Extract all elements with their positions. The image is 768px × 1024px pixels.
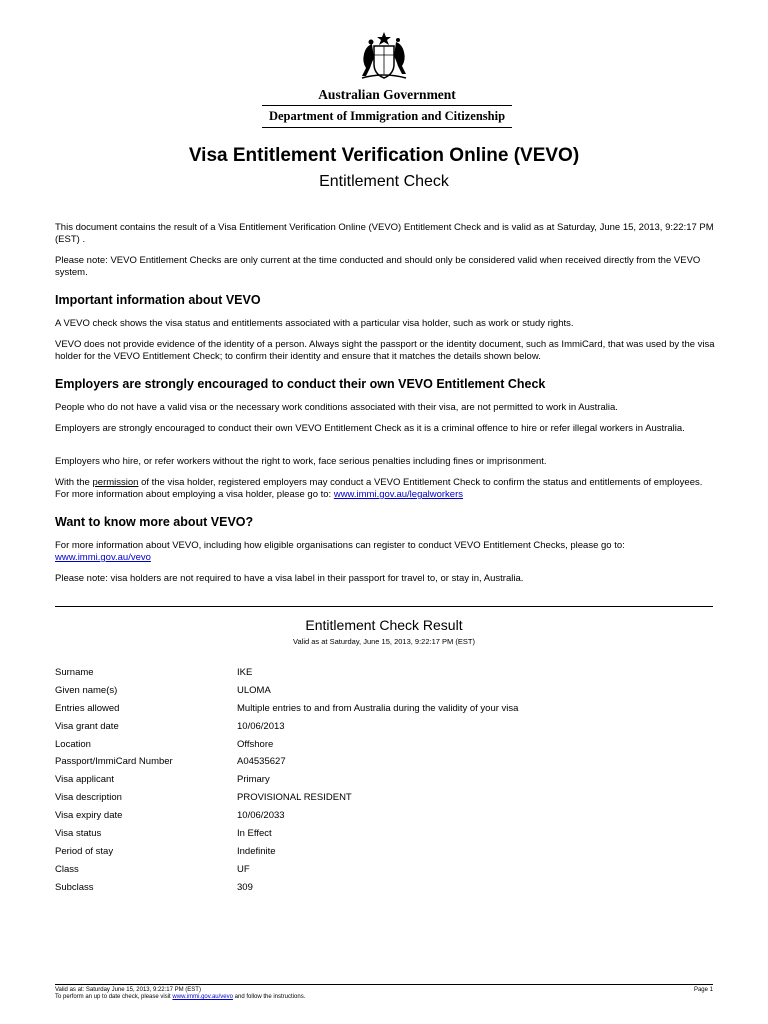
row-value: Offshore [237, 738, 274, 750]
row-value: Primary [237, 774, 270, 786]
row-value: In Effect [237, 828, 272, 840]
result-row [55, 682, 675, 700]
row-label: Visa expiry date [55, 810, 123, 822]
section2-paragraph-2: Employers are strongly encouraged to conduct their own VEVO Entitlement Check as it is a criminal offence to hire or refer illegal workers in Australia. [55, 423, 685, 434]
row-value: Indefinite [237, 845, 276, 857]
footer-valid-as-at: Valid as at: Saturday June 15, 2013, 9:22:17 PM (EST) [55, 987, 201, 993]
row-label: Passport/ImmiCard Number [55, 756, 173, 768]
government-name: Australian Government [318, 87, 456, 102]
vevo-link[interactable]: www.immi.gov.au/vevo [55, 552, 151, 563]
row-value: UF [237, 863, 250, 875]
row-label: Period of stay [55, 845, 114, 857]
header-rule-bottom [262, 127, 512, 128]
result-row [55, 879, 675, 897]
result-title: Entitlement Check Result [305, 617, 463, 633]
result-row [55, 736, 675, 754]
row-label: Visa description [55, 792, 122, 804]
result-row [55, 753, 675, 771]
row-label: Surname [55, 667, 94, 678]
result-details-table [55, 664, 675, 897]
section2-paragraph-1: People who do not have a valid visa or the necessary work conditions associated with their visa, are not permitted to work in Australia. [55, 402, 618, 413]
section-heading-employers: Employers are strongly encouraged to conduct their own VEVO Entitlement Check [55, 377, 546, 391]
permission-text: permission [92, 477, 139, 488]
section2-paragraph-3: Employers who hire, or refer workers without the right to work, face serious penalties including fines or imprisonment. [55, 456, 547, 467]
result-row [55, 843, 675, 861]
row-label: Visa grant date [55, 720, 119, 732]
document-title: Visa Entitlement Verification Online (VEVO) [188, 145, 580, 166]
footer-instructions-suffix: and follow the instructions. [232, 994, 306, 1000]
row-label: Location [55, 738, 91, 750]
section1-paragraph-1: A VEVO check shows the visa status and entitlements associated with a particular visa holder, such as work or study rights. [55, 318, 574, 329]
row-label: Visa status [55, 828, 102, 840]
footer-vevo-link[interactable]: www.immi.gov.au/vevo [172, 994, 233, 1000]
row-label: Subclass [55, 881, 94, 893]
section-heading-important: Important information about VEVO [55, 293, 261, 307]
row-value: 10/06/2013 [237, 720, 285, 732]
row-label: Given name(s) [55, 684, 118, 696]
legal-workers-link[interactable]: www.immi.gov.au/legalworkers [333, 489, 463, 500]
result-divider [55, 606, 713, 607]
coat-of-arms-icon [352, 30, 416, 84]
result-row [55, 861, 675, 879]
row-label: Class [55, 863, 79, 875]
row-value: PROVISIONAL RESIDENT [237, 792, 352, 804]
result-row [55, 664, 675, 682]
department-name: Department of Immigration and Citizenship [268, 109, 506, 123]
result-row [55, 789, 675, 807]
footer-instructions-prefix: To perform an up to date check, please visit [55, 994, 173, 1000]
row-value: 10/06/2033 [237, 810, 285, 822]
row-label: Entries allowed [55, 702, 120, 714]
result-row [55, 825, 675, 843]
footer-instructions [55, 994, 305, 1000]
document-subtitle: Entitlement Check [319, 173, 449, 190]
section2-paragraph-4 [55, 477, 715, 501]
result-row [55, 700, 675, 718]
row-value: ULOMA [237, 684, 271, 696]
footer-rule [55, 984, 713, 985]
result-row [55, 807, 675, 825]
section3-text: For more information about VEVO, including how eligible organisations can register to conduct VEVO Entitlement Checks, please go to: [55, 540, 625, 551]
row-value: Multiple entries to and from Australia during the validity of your visa [237, 702, 519, 714]
row-value: A04535627 [237, 756, 286, 768]
permission-prefix: With the [55, 477, 93, 488]
page-number: Page 1 [693, 987, 713, 993]
section1-paragraph-2: VEVO does not provide evidence of the identity of a person. Always sight the passport or the identity document, such as ImmiCard, that was used by the visa holder for the VEVO Entitlement Check; to confirm their identity and ensure that it matches the details shown below. [55, 339, 715, 362]
result-valid-as-at: Valid as at Saturday, June 15, 2013, 9:22:17 PM (EST) [293, 637, 475, 646]
row-value: IKE [237, 667, 253, 678]
section3-paragraph-2: Please note: visa holders are not required to have a visa label in their passport for travel to, or stay in, Australia. [55, 573, 524, 584]
section3-paragraph-1 [55, 540, 715, 564]
section-heading-more: Want to know more about VEVO? [55, 515, 254, 529]
row-label: Visa applicant [55, 774, 114, 786]
intro-paragraph: This document contains the result of a Visa Entitlement Verification Online (VEVO) Entitlement Check and is valid as at Saturday, June 15, 2013, 9:22:17 PM (EST) . [55, 222, 714, 245]
header-rule [262, 105, 512, 106]
row-value: 309 [237, 881, 253, 893]
result-row [55, 718, 675, 736]
intro-note: Please note: VEVO Entitlement Checks are only current at the time conducted and should only be considered valid when received directly from the VEVO system. [55, 255, 701, 278]
result-row [55, 771, 675, 789]
permission-suffix: of the visa holder, registered employers may conduct a VEVO Entitlement Check to confirm the status and entitlements of employees. For more information about employing a visa holder, please go to: [55, 477, 703, 500]
